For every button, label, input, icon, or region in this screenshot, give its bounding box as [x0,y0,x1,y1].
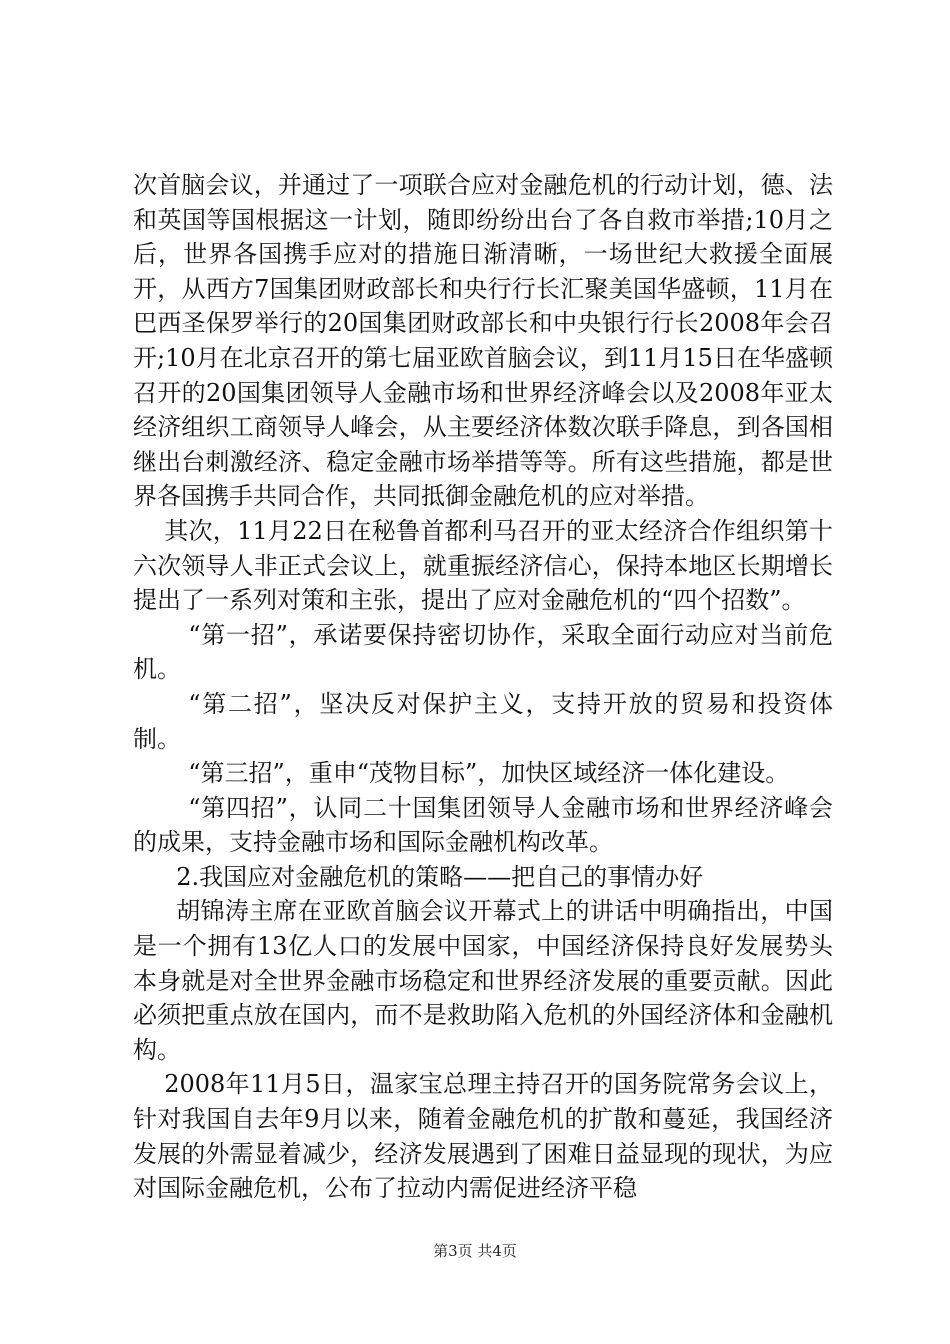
paragraph-fourth-move: “第四招”，认同二十国集团领导人金融市场和世界经济峰会的成果，支持金融市场和国际金融机构改革。 [133,793,833,857]
paragraph-international-rescue: 次首脑会议，并通过了一项联合应对金融危机的行动计划，德、法和英国等国根据这一计划，随即纷纷出台了各自救市举措;10月之后，世界各国携手应对的措施日渐清晰，一场世纪大救援全面展开，从西方7国集团财政部长和央行行长汇聚美国华盛顿，11月在巴西圣保罗举行的20国集团财政部长和中央银行行长2008年会召开;10月在北京召开的第七届亚欧首脑会议，到11月15日在华盛顿召开的20国集团领导人金融市场和世界经济峰会以及2008年亚太经济组织工商领导人峰会，从主要经济体数次联手降息，到各国相继出台刺激经济、稳定金融市场举措等等。所有这些措施，都是世界各国携手共同合作，共同抵御金融危机的应对举措。 [133,171,833,511]
paragraph-third-move: “第三招”，重申“茂物目标”，加快区域经济一体化建设。 [188,759,790,788]
page-footer: 第3页 共4页 [433,1242,517,1260]
paragraph-second-move: “第二招”，坚决反对保护主义，支持开放的贸易和投资体制。 [133,689,833,753]
paragraph-apec-summit: 其次，11月22日在秘鲁首都利马召开的亚太经济合作组织第十六次领导人非正式会议上，就重振经济信心，保持本地区长期增长提出了一系列对策和主张，提出了应对金融危机的“四个招数”。 [133,516,833,615]
section-heading-china-strategy: 2.我国应对金融危机的策略——把自己的事情办好 [176,862,704,891]
body-text [133,168,833,1206]
paragraph-hu-speech: 胡锦涛主席在亚欧首脑会议开幕式上的讲话中明确指出，中国是一个拥有13亿人口的发展中国家，中国经济保持良好发展势头本身就是对全世界金融市场稳定和世界经济发展的重要贡献。因此必须把重点放在国内，而不是救助陷入危机的外国经济体和金融机构。 [133,897,833,1064]
paragraph-state-council: 2008年11月5日，温家宝总理主持召开的国务院常务会议上，针对我国自去年9月以来，随着金融危机的扩散和蔓延，我国经济发展的外需显着减少，经济发展遇到了困难日益显现的现状，为应对国际金融危机，公布了拉动内需促进经济平稳 [133,1070,833,1203]
paragraph-first-move: “第一招”，承诺要保持密切协作，采取全面行动应对当前危机。 [133,620,833,684]
